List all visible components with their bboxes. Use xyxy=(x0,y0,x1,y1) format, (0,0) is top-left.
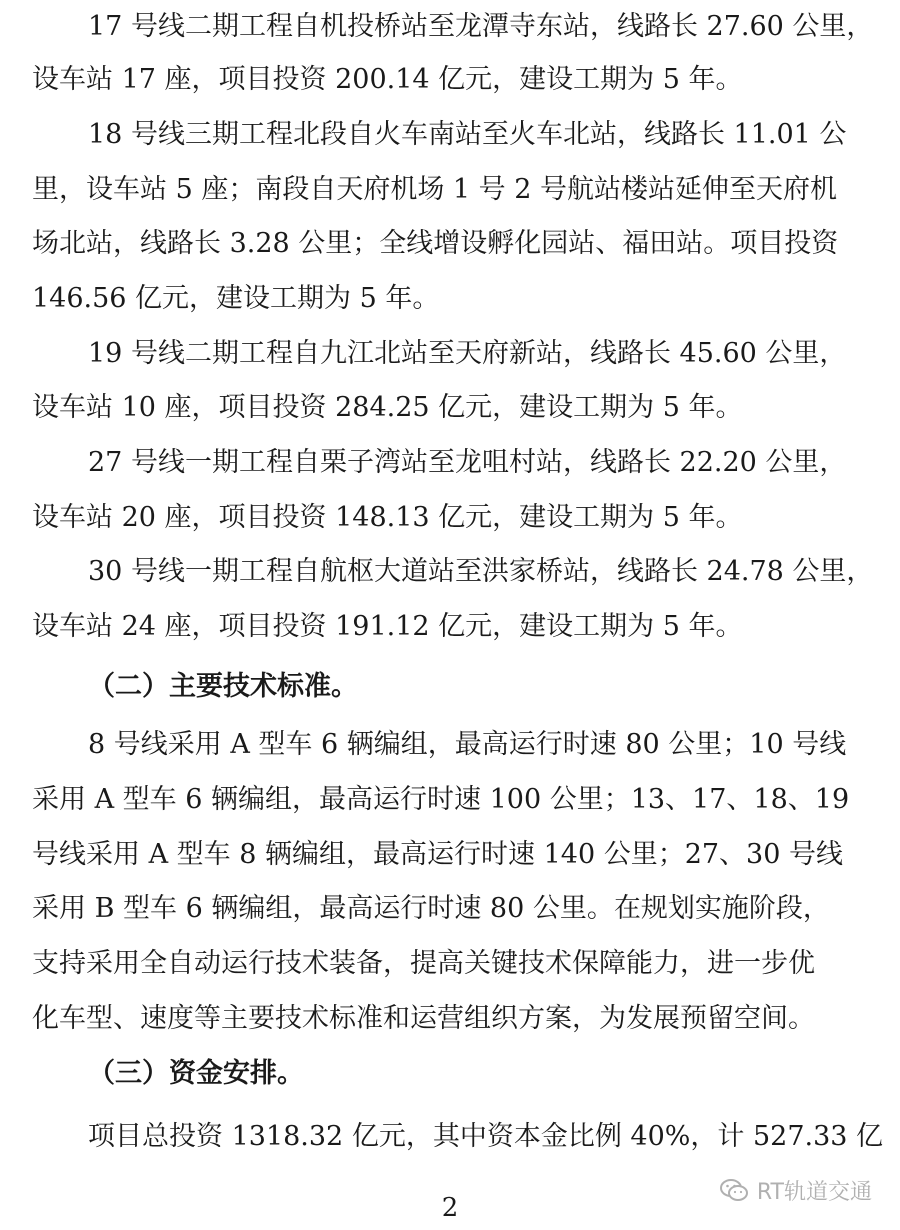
line-text: 30 号线一期工程自航枢大道站至洪家桥站，线路长 24.78 公里， xyxy=(88,556,874,587)
text-line xyxy=(0,0,900,54)
text-line xyxy=(0,882,900,936)
text-line xyxy=(0,108,900,162)
watermark-text: RT轨道交通 xyxy=(756,1179,872,1205)
text-line xyxy=(0,828,900,882)
text-line xyxy=(0,381,900,435)
heading-text: （三）资金安排。 xyxy=(88,1058,304,1089)
line-text: 采用 B 型车 6 辆编组，最高运行时速 80 公里。在规划实施阶段， xyxy=(32,893,830,924)
line-text: 支持采用全自动运行技术装备，提高关键技术保障能力，进一步优 xyxy=(32,948,815,979)
text-line xyxy=(0,1110,900,1164)
line-text: 设车站 20 座，项目投资 148.13 亿元，建设工期为 5 年。 xyxy=(32,502,743,533)
text-line xyxy=(0,163,900,217)
line-text: 8 号线采用 A 型车 6 辆编组，最高运行时速 80 公里；10 号线 xyxy=(88,729,847,760)
line-text: 号线采用 A 型车 8 辆编组，最高运行时速 140 公里；27、30 号线 xyxy=(32,839,844,870)
text-line xyxy=(0,53,900,107)
text-line xyxy=(0,718,900,772)
text-line xyxy=(0,327,900,381)
text-line xyxy=(0,217,900,271)
text-line xyxy=(0,272,900,326)
line-text: 146.56 亿元，建设工期为 5 年。 xyxy=(32,283,440,314)
text-line xyxy=(0,545,900,599)
line-text: 场北站，线路长 3.28 公里；全线增设孵化园站、福田站。项目投资 xyxy=(32,228,839,259)
text-line xyxy=(0,937,900,991)
line-text: 27 号线一期工程自栗子湾站至龙咀村站，线路长 22.20 公里， xyxy=(88,447,847,478)
line-text: 设车站 10 座，项目投资 284.25 亿元，建设工期为 5 年。 xyxy=(32,392,743,423)
line-text: 设车站 24 座，项目投资 191.12 亿元，建设工期为 5 年。 xyxy=(32,611,743,642)
line-text: 19 号线二期工程自九江北站至天府新站，线路长 45.60 公里， xyxy=(88,338,847,369)
line-text: 采用 A 型车 6 辆编组，最高运行时速 100 公里；13、17、18、19 xyxy=(32,784,850,815)
line-text: 17 号线二期工程自机投桥站至龙潭寺东站，线路长 27.60 公里， xyxy=(88,11,874,42)
text-line xyxy=(0,773,900,827)
text-line xyxy=(0,491,900,545)
text-line xyxy=(0,992,900,1046)
section-heading xyxy=(0,1047,900,1101)
section-heading xyxy=(0,660,900,714)
text-line xyxy=(0,436,900,490)
line-text: 设车站 17 座，项目投资 200.14 亿元，建设工期为 5 年。 xyxy=(32,64,743,95)
wechat-icon xyxy=(719,1177,749,1203)
watermark xyxy=(719,1170,872,1210)
line-text: 18 号线三期工程北段自火车南站至火车北站，线路长 11.01 公 xyxy=(88,119,847,150)
line-text: 里，设车站 5 座；南段自天府机场 1 号 2 号航站楼站延伸至天府机 xyxy=(32,174,838,205)
page-number: 2 xyxy=(441,1193,459,1223)
heading-text: （二）主要技术标准。 xyxy=(88,671,358,702)
text-line xyxy=(0,600,900,654)
line-text: 项目总投资 1318.32 亿元，其中资本金比例 40%，计 527.33 亿 xyxy=(88,1121,884,1152)
line-text: 化车型、速度等主要技术标准和运营组织方案，为发展预留空间。 xyxy=(32,1003,815,1034)
